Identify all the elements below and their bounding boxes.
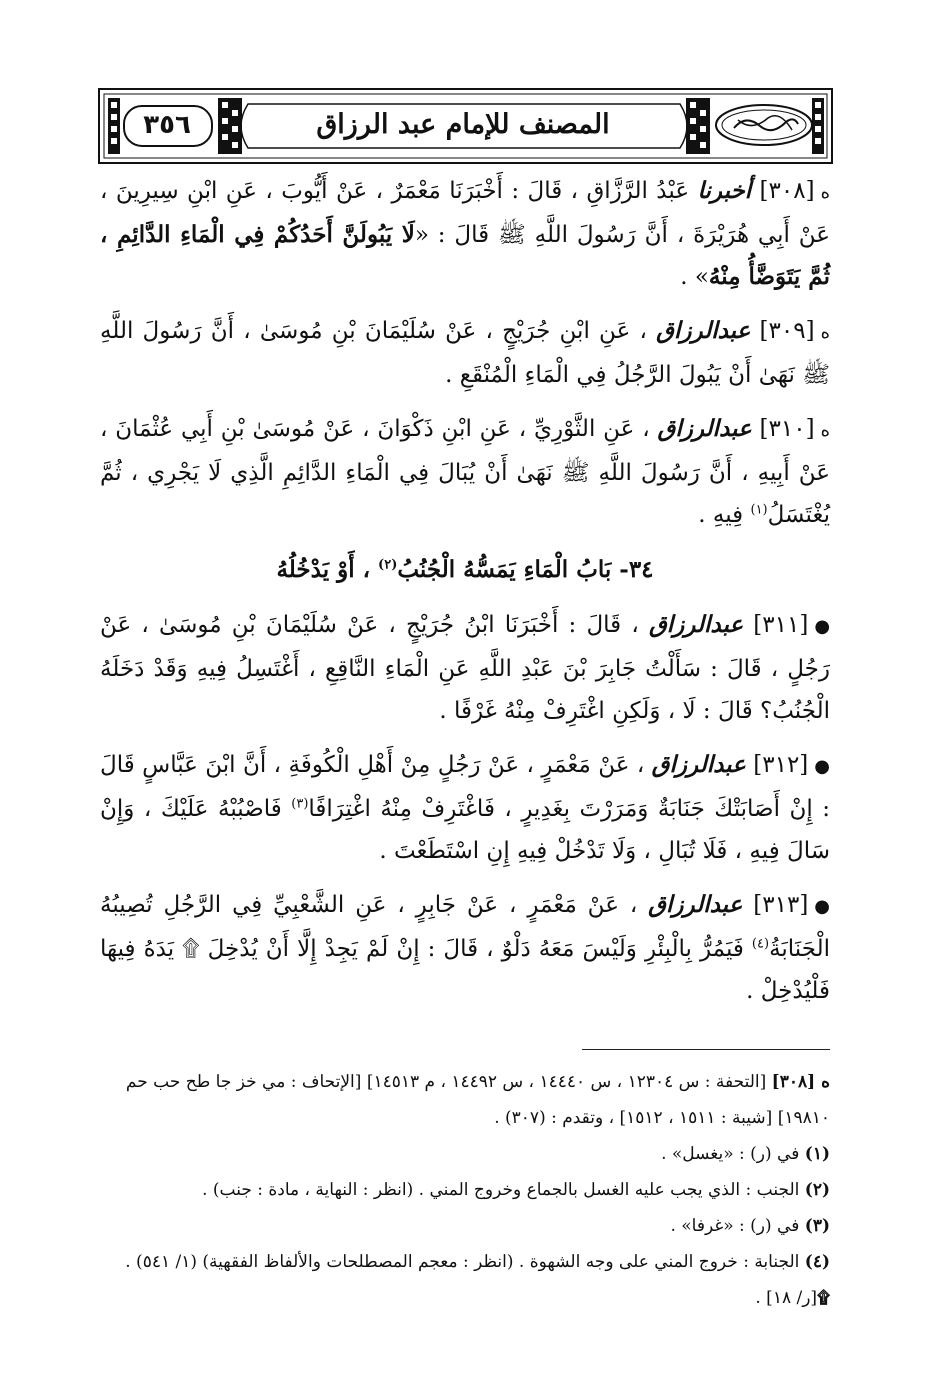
footnote-item [100,1208,830,1244]
footnote-label: (٢) [804,1180,830,1200]
chapter-heading [100,548,830,592]
footnote-label: (٣) [804,1216,830,1236]
footnote-item [100,1280,830,1316]
prophetic-quote: لَا يَبُولَنَّ أَحَدُكُمْ فِي الْمَاءِ الدَّائِمِ ، ثُمَّ يَتَوَضَّأُ مِنْهُ [100,221,830,290]
footnote-divider [582,1049,830,1050]
hadith-marker-icon: ● [814,896,831,917]
narrator-name: عبدالرزاق [657,415,752,442]
book-title: المصنف للإمام عبد الرزاق [316,108,610,140]
hadith-text-end: فَيَمُرُّ بِالْبِئْرِ وَلَيْسَ مَعَهُ دَلْوٌ ، قَالَ : إِنْ لَمْ يَجِدْ إِلَّا أَنْ يُدْخِلَ ۩ يَدَهُ فِيهَا فَلْيُدْخِلْ . [100,936,830,1004]
book-seal [712,102,816,148]
footnote-ref[interactable]: (٤) [751,936,770,952]
hadith-text: ، قَالَ : أَخْبَرَنَا ابْنُ جُرَيْجٍ ، عَنْ سُلَيْمَانَ بْنِ مُوسَىٰ ، عَنْ رَجُلٍ ، قَالَ : سَأَلْتُ جَابِرَ بْنَ عَبْدِ اللَّهِ عَنِ الْمَاءِ النَّاقِعِ ، أَغْتَسِلُ فِيهِ وَقَدْ دَخَلَهُ الْجُنُبُ؟ قَالَ : لَا ، وَلَكِنِ اغْتَرِفْ مِنْهُ غَرْفًا . [100,612,830,724]
footnotes [100,1064,830,1316]
hadith-marker-icon: ه [820,420,830,441]
hadith-text-end: فَاصْبُبْهُ عَلَيْكَ ، وَإِنْ سَالَ فِيهِ ، فَلَا تُبَالِ ، وَلَا تَدْخُلْ فِيهِ إِنِ اسْتَطَعْتَ . [100,796,830,864]
hadith-marker-icon: ● [814,616,831,637]
narrator-name: عبدالرزاق [648,891,743,918]
hadith-311 [100,604,830,732]
hadith-number: [٣١٠] [759,416,815,442]
footnote-ref[interactable]: (٢) [378,557,398,573]
footnote-label: (٤) [804,1252,830,1272]
narrator-name: عبدالرزاق [651,751,746,778]
footnote-text: في (ر) : «يغسل» . [661,1144,800,1164]
footnote-text: [ر/ ١٨] . [755,1288,818,1308]
footnote-label: (١) [804,1144,830,1164]
main-text [100,170,830,1024]
hadith-312 [100,744,830,872]
footnote-ref[interactable]: (٣) [291,796,309,812]
hadith-number: [٣٠٩] [759,318,815,344]
chapter-title-rest: ، أَوْ يَدْخُلُهُ [276,556,371,583]
running-header [98,88,833,164]
hadith-309 [100,310,830,396]
hadith-310 [100,408,830,536]
hadith-number: [٣١٣] [753,892,809,918]
hadith-text: ، عَنِ ابْنِ جُرَيْجٍ ، عَنْ سُلَيْمَانَ بْنِ مُوسَىٰ ، أَنَّ رَسُولَ اللَّهِ ﷺ نَهَىٰ أَنْ يَبُولَ الرَّجُلُ فِي الْمَاءِ الْمُنْقَعِ . [100,318,830,388]
hadith-number: [٣١١] [753,612,809,638]
footnote-item [100,1244,830,1280]
narrator-name: عبدالرزاق [656,317,751,344]
page-number: ٣٥٦ [143,110,191,140]
hadith-marker-icon: ه [820,182,831,203]
chapter-title: ٣٤- بَابُ الْمَاءِ يَمَسُّهُ الْجُنُبُ [397,556,654,583]
footnote-text: الجنب : الذي يجب عليه الغسل بالجماع وخروج المني . (انظر : النهاية ، مادة : جنب) . [202,1180,800,1200]
footnote-text: الجنابة : خروج المني على وجه الشهوة . (انظر : معجم المصطلحات والألفاظ الفقهية) (١/ ٥٤١) . [125,1252,800,1272]
footnote-item [100,1136,830,1172]
footnote-label: ه [٣٠٨] [771,1072,830,1092]
footnote-text: في (ر) : «غرفا» . [670,1216,800,1236]
footnote-text: [التحفة : س ١٢٣٠٤ ، س ١٤٤٤٠ ، س ١٤٤٩٢ ، م ١٤٥١٣] [الإتحاف : مي خز جا طح حب حم ١٩٨١٠] [شيبة : ١٥١١ ، ١٥١٢] ، وتقدم : (٣٠٧) . [125,1072,830,1128]
hadith-number: [٣١٢] [753,752,809,778]
hadith-text: عَبْدُ الرَّزَّاقِ ، قَالَ : أَخْبَرَنَا مَعْمَرٌ ، عَنْ أَيُّوبَ ، عَنِ ابْنِ سِيرِينَ ، عَنْ أَبِي هُرَيْرَةَ ، أَنَّ رَسُولَ اللَّهِ ﷺ قَالَ : « [100,178,830,248]
hadith-308 [100,170,830,298]
hadith-text-end: فِيهِ . [698,502,744,528]
seal-emblem-icon [712,102,816,148]
footnote-ref[interactable]: (١) [750,502,768,518]
narrator-name: عبدالرزاق [648,611,744,638]
footnote-item [100,1172,830,1208]
hadith-number: [٣٠٨] [759,178,815,204]
hadith-text-end: » . [680,264,709,290]
hadith-313 [100,884,830,1012]
footnote-item [100,1064,830,1136]
manuscript-marker-icon: ۩ [817,1288,830,1308]
hadith-text: ، عَنْ مَعْمَرٍ ، عَنْ جَابِرٍ ، عَنِ الشَّعْبِيِّ فِي الرَّجُلِ تُصِيبُهُ الْجَنَابَةُ [100,892,830,962]
hadith-text: ، عَنِ الثَّوْرِيِّ ، عَنِ ابْنِ ذَكْوَانَ ، عَنْ مُوسَىٰ بْنِ أَبِي عُثْمَانَ ، عَنْ أَبِيهِ ، أَنَّ رَسُولَ اللَّهِ ﷺ نَهَىٰ أَنْ يُبَالَ فِي الْمَاءِ الدَّائِمِ الَّذِي لَا يَجْرِي ، ثُمَّ يُغْتَسَلُ [100,416,830,528]
narrator-name: أخبرنا [697,177,752,204]
hadith-marker-icon: ه [820,322,831,343]
hadith-text: ، عَنْ مَعْمَرٍ ، عَنْ رَجُلٍ مِنْ أَهْلِ الْكُوفَةِ ، أَنَّ ابْنَ عَبَّاسٍ قَالَ : إِنْ أَصَابَتْكَ جَنَابَةٌ وَمَرَرْتَ بِغَدِيرٍ ، فَاغْتَرِفْ مِنْهُ اغْتِرَافًا [100,752,830,822]
hadith-marker-icon: ● [814,756,830,777]
